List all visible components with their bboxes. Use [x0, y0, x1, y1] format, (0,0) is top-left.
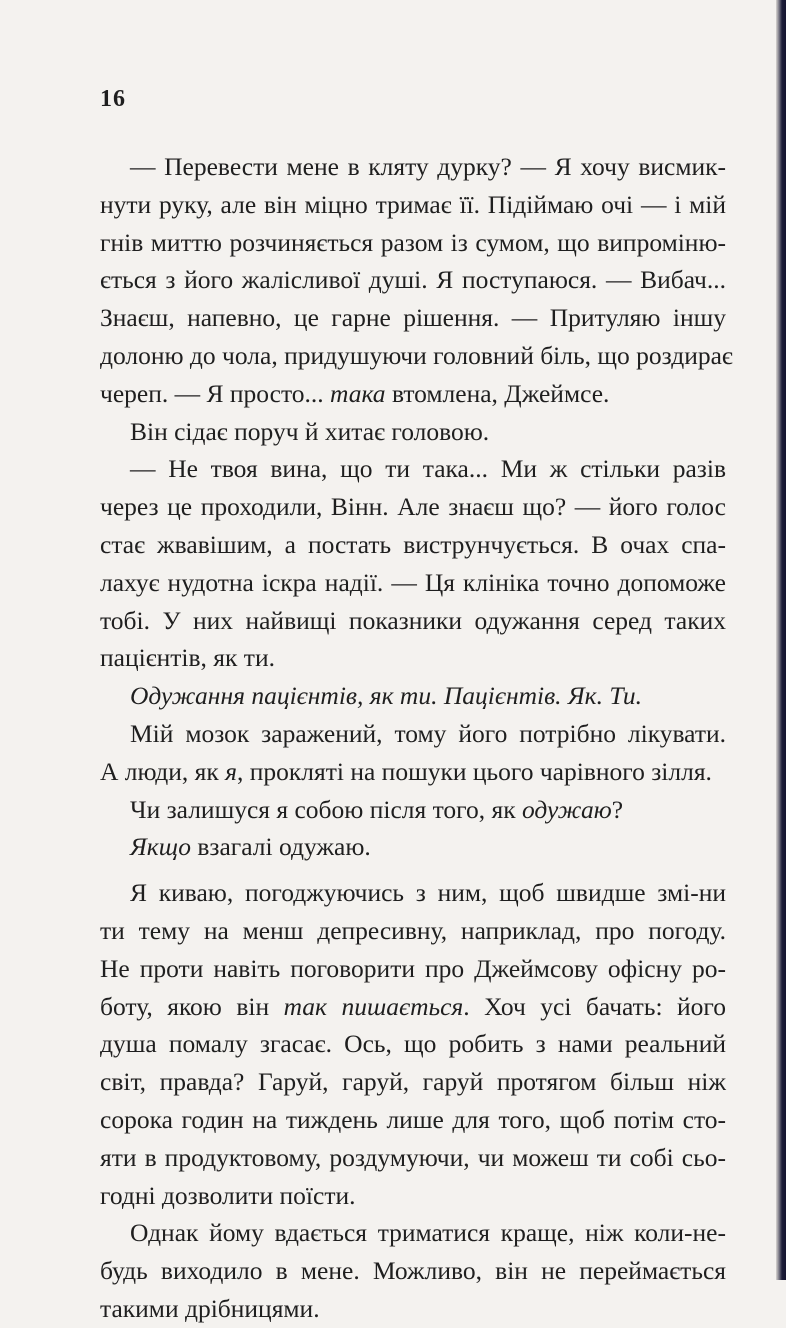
text-line: Не проти навіть поговорити про Джеймсову офісну ро- — [100, 953, 726, 983]
text-line: пацієнтів, як ти. — [100, 643, 275, 673]
text-line: ти тему на менш депресивну, наприклад, про погоду. — [100, 915, 726, 945]
text-line: годні дозволити поїсти. — [100, 1180, 356, 1210]
text-line: череп. — Я просто... така втомлена, Джеймсе. — [100, 378, 610, 408]
italic-emphasis: Якщо — [130, 832, 191, 862]
text-line: гнів миттю розчиняється разом із сумом, що випроміню- — [100, 227, 726, 257]
text-line — [100, 677, 726, 715]
italic-emphasis: Одужання пацієнтів, як ти. Пацієнтів. Як. Ти. — [130, 681, 643, 711]
text-line: Мій мозок заражений, тому його потрібно лікувати. — [130, 718, 726, 748]
page-number: 16 — [100, 86, 126, 112]
text-line: будь виходило в мене. Можливо, він не переймається — [100, 1256, 726, 1286]
text-line: яти в продуктовому, роздумуючи, чи можеш ти собі сьо- — [100, 1142, 726, 1172]
text-line: тобі. У них найвищі показники одужання серед таких — [100, 605, 726, 635]
text-line: Я киваю, погоджуючись з ним, щоб швидше змі-ни — [130, 878, 726, 908]
paragraph — [100, 413, 726, 451]
text-line: А люди, як я, прокляті на пошуки цього чарівного зілля. — [100, 756, 712, 786]
italic-emphasis: я — [225, 756, 237, 786]
text-line: стає жвавішим, а постать виструнчується. В очах спа- — [100, 529, 726, 559]
text-line: — Не твоя вина, що ти така... Ми ж стільки разів — [130, 454, 726, 484]
text-line: світ, правда? Гаруй, гаруй, гаруй протягом більш ніж — [100, 1067, 726, 1097]
text-line: — Перевести мене в кляту дурку? — Я хочу висмик- — [130, 152, 726, 181]
text-line: Якщо взагалі одужаю. — [130, 832, 371, 862]
text-line: Знаєш, напевно, це гарне рішення. — Притуляю іншу — [100, 303, 726, 333]
text-line: нути руку, але він міцно тримає її. Підіймаю очі — і мій — [100, 189, 726, 219]
italic-emphasis: так пишається — [283, 991, 464, 1021]
text-line: долоню до чола, придушуючи головний біль, що роздирає — [100, 340, 733, 370]
text-line: Однак йому вдається триматися краще, ніж коли-не- — [130, 1218, 726, 1248]
text-line: через це проходили, Вінн. Але знаєш що? — його голос — [100, 492, 726, 522]
paragraph — [100, 874, 726, 1214]
paragraph — [100, 450, 726, 677]
page-edge — [776, 0, 786, 1280]
text-line: ється з його жалісливої душі. Я поступаюся. — Вибач... — [100, 265, 726, 295]
text-line: лахує нудотна іскра надії. — Ця клініка точно допоможе — [100, 567, 726, 597]
text-line: Чи залишуся я собою після того, як одужаю? — [130, 794, 624, 824]
paragraph — [100, 791, 726, 829]
paragraph — [100, 1214, 726, 1327]
italic-emphasis: одужаю — [521, 794, 612, 824]
paragraph — [100, 828, 726, 866]
text-line: Він сідає поруч й хитає головою. — [130, 416, 490, 446]
body-text — [100, 148, 733, 1328]
italic-emphasis: така — [330, 378, 386, 408]
text-line: душа помалу згасає. Ось, що робить з нами реальний — [100, 1029, 726, 1059]
paragraph — [100, 715, 726, 791]
text-line: такими дрібницями. — [100, 1293, 320, 1323]
paragraph — [100, 677, 726, 715]
paragraph — [100, 148, 733, 413]
text-line: сорока годин на тиждень лише для того, щоб потім сто- — [100, 1104, 726, 1134]
text-line: боту, якою він так пишається. Хоч усі бачать: його — [100, 991, 726, 1021]
